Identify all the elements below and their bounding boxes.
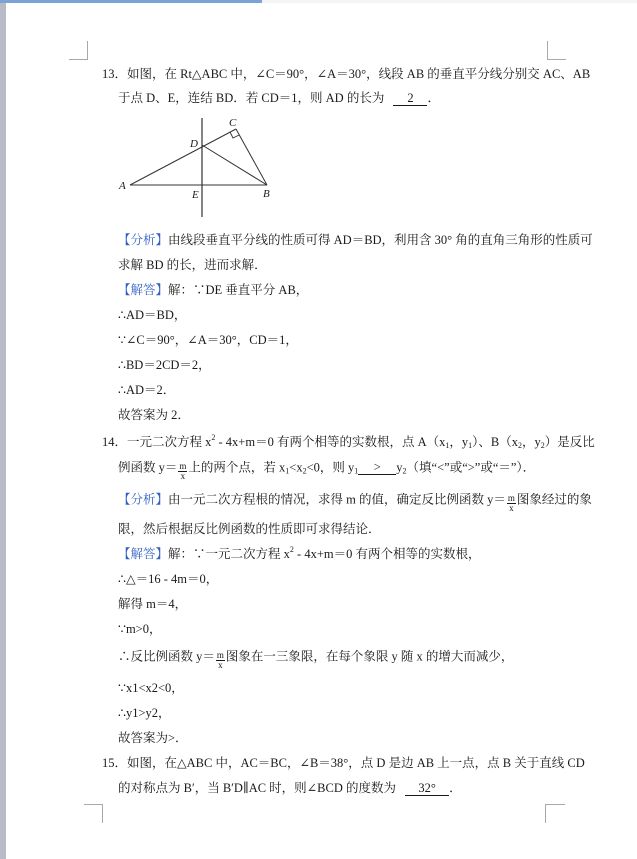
analysis-tag: 【分析】 (118, 492, 169, 507)
fraction-m-over-x: $\frac{m}{x}$ (216, 650, 224, 670)
q14-solution-line1: 【解答】解：∵一元二次方程 $x^2 - 4x+m=0$ 有两个相等的实数根， (118, 545, 481, 561)
loading-progress-bar (0, 0, 262, 3)
q14-solution-line6: ∵x1<x2<0， (118, 681, 184, 695)
label-a: A (119, 180, 126, 192)
label-b: B (263, 188, 270, 200)
label-d: D (190, 138, 198, 150)
q14-solution-line7: ∴y1>y2， (118, 706, 171, 720)
q13-line2 (118, 90, 440, 106)
q15-line1: 15．如图，在△ABC 中，AC＝BC，∠B＝38°，点 D 是边 AB 上一点，点 B 关于直线 CD (102, 756, 585, 770)
q15-line2: 的对称点为 B′，当 B′D∥AC 时，则∠BCD 的度数为 32° ． (118, 781, 462, 795)
q14-solution-line8: 故答案为>． (118, 731, 188, 745)
label-e: E (192, 189, 199, 201)
q13-solution-line2: ∴AD＝BD， (118, 308, 187, 322)
q13-solution-line5: ∴AD＝2． (118, 383, 176, 397)
q13-triangle-figure (110, 110, 290, 222)
q14-answer-blank: > (358, 461, 396, 475)
analysis-tag: 【分析】 (118, 233, 169, 247)
q14-solution-line2: ∴△＝16 - 4m＝0， (118, 572, 219, 586)
q14-analysis-line1: 【分析】由一元二次方程根的情况，求得 m 的值，确定反比例函数 y＝ $\frac{m}{x}$ 图象经过的象 (118, 492, 592, 513)
fraction-m-over-x: $\frac{m}{x}$ (179, 461, 187, 481)
q13-answer-blank: 2 (393, 92, 427, 106)
q13-solution-line3: ∵∠C＝90°，∠A＝30°，CD＝1， (118, 333, 298, 347)
page-corner-mark-bottom-left (84, 804, 103, 823)
q13-analysis-line2: 求解 BD 的长，进而求解． (118, 258, 267, 272)
solution-tag: 【解答】 (118, 283, 169, 297)
left-scroll-rail[interactable] (0, 3, 6, 859)
q15-answer-blank: 32° (405, 782, 449, 796)
q14-solution-line3: 解得 m＝4， (118, 597, 188, 611)
q13-solution-line4: ∴BD＝2CD＝2， (118, 358, 211, 372)
label-c: C (229, 117, 237, 129)
page-corner-mark-top-left (69, 41, 88, 60)
q13-solution-line6: 故答案为 2． (118, 408, 190, 422)
q13-analysis-line1 (118, 232, 593, 248)
fraction-m-over-x: $\frac{m}{x}$ (507, 493, 515, 513)
q14-line2: 例函数 y＝ $\frac{m}{x}$ 上的两个点，若 $x_1<x_2<0$，则 $y_1 > y_2$（填“<”或“>”或“＝”）． (118, 460, 536, 481)
q14-analysis-line2: 限，然后根据反比例函数的性质即可求得结论． (118, 522, 381, 536)
page-corner-mark-bottom-right (545, 804, 565, 823)
q14-solution-line4: ∵m>0， (118, 622, 162, 636)
solution-tag: 【解答】 (118, 547, 169, 561)
q14-solution-line5: ∴反比例函数 y＝ $\frac{m}{x}$ 图象在一三象限，在每个象限 y 随 x 的增大而减少， (118, 649, 514, 670)
q13-analysis-text: 由线段垂直平分线的性质可得 AD＝BD，利用含 30° 角的直角三角形的性质可 (168, 233, 593, 247)
q13-line2-text: 于点 D、E，连结 BD．若 CD＝1，则 AD 的长为 (118, 91, 385, 105)
q13-solution-line1 (118, 282, 308, 298)
q13-line2-end: ． (427, 91, 440, 105)
q13-solution-text: 解：∵DE 垂直平分 AB， (168, 283, 309, 297)
q14-line1: 14．一元二次方程 $x^2 - 4x+m=0$ 有两个相等的实数根，点 $A(x_1$，$y_1$）、$B(x_2$，$y_2$）是反比 (102, 433, 595, 450)
q13-line1: 13．如图，在 Rt△ABC 中，∠C＝90°，∠A＝30°，线段 AB 的垂直平分线分别交 AC、AB (102, 67, 591, 81)
page-corner-mark-top-right (547, 41, 566, 60)
